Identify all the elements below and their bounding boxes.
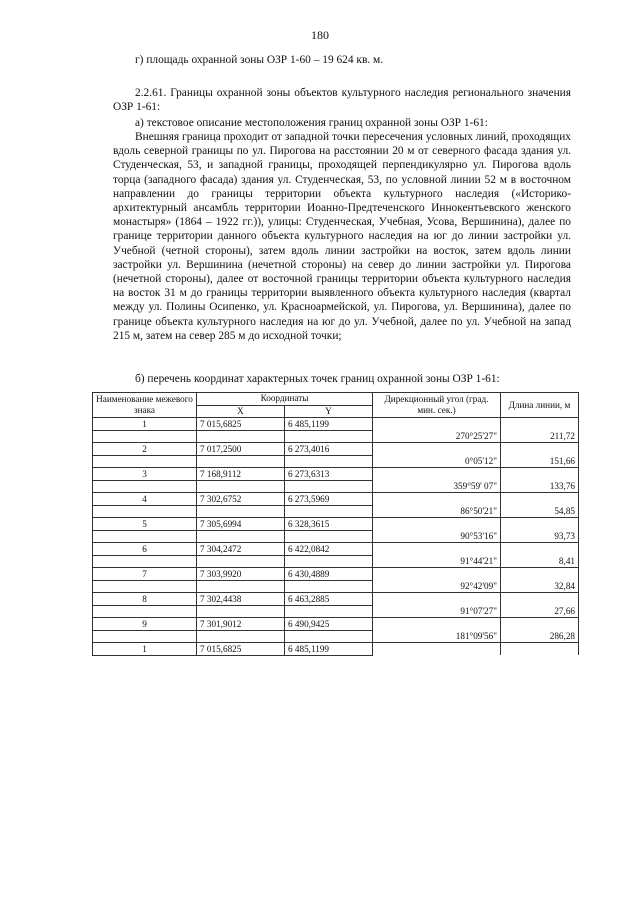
- page-number: 180: [311, 28, 329, 42]
- point-y: 6 463,2885: [285, 593, 373, 606]
- point-y: 6 490,9425: [285, 618, 373, 631]
- segment-angle: 270°25'27": [373, 430, 501, 443]
- subheading-b: б) перечень координат характерных точек границ охранной зоны ОЗР 1-61:: [135, 373, 500, 385]
- section-heading: 2.2.61. Границы охранной зоны объектов культурного наследия регионального значения ОЗР 1-61:: [113, 87, 571, 114]
- segment-angle: 91°44'21": [373, 555, 501, 568]
- table-row-segment: [93, 630, 579, 643]
- point-y: 6 273,6313: [285, 468, 373, 481]
- point-x: 7 304,2472: [197, 543, 285, 556]
- point-y: 6 273,4016: [285, 443, 373, 456]
- table-row-point: [93, 418, 579, 431]
- point-x: 7 302,6752: [197, 493, 285, 506]
- segment-length: 286,28: [501, 630, 579, 643]
- point-x: 7 015,6825: [197, 643, 285, 656]
- segment-angle: 181°09'56": [373, 630, 501, 643]
- point-name: 8: [93, 593, 197, 606]
- boundary-description: Внешняя граница проходит от западной точки пересечения условных линий, проходящих вдоль северной границы по ул. Пирогова на расстоянии 20 м от северного фасада здания ул. Студенческая, 53, и западной границы, проходящей перпендикулярно ул. Пирогова вдоль торца (западного фасада) здания ул. Студенческая, 53, по условной линии 52 м в восточном направлении до границы территории объекта культурного наследия («Историко-архитектурный ансамбль территории Иоанно-Предтеченского Иннокентьевского женского монастыря» (1864 – 1922 гг.)), улицы: Студенческая, Учебная, Усова, Вершинина), далее по границе территории данного объекта культурного наследия на юг до линии застройки ул. Учебной (четной стороны), затем вдоль линии застройки на восток, затем вдоль линии застройки ул. Вершинина (нечетной стороны) на север до линии застройки ул. Пирогова (нечетной стороны), далее от восточной границы территории объекта культурного наследия на восток 31 м до границы территории выявленного объекта культурного наследия (квартал между ул. Полины Осипенко, ул. Красноармейской, ул. Пирогова, ул. Вершинина), далее по границе объекта культурного наследия на юг до ул. Учебной, далее по ул. Учебной на запад 215 м, затем на север 285 м до исходной точки;: [113, 131, 571, 342]
- segment-length: 27,66: [501, 605, 579, 618]
- point-x: 7 305,6994: [197, 518, 285, 531]
- area-statement: г) площадь охранной зоны ОЗР 1-60 – 19 624 кв. м.: [135, 54, 384, 66]
- segment-angle: 359°59' 07": [373, 480, 501, 493]
- point-y: 6 422,0842: [285, 543, 373, 556]
- table-row-segment: [93, 480, 579, 493]
- table-row-point: [93, 468, 579, 481]
- segment-length: 133,76: [501, 480, 579, 493]
- point-name: 9: [93, 618, 197, 631]
- segment-length: 8,41: [501, 555, 579, 568]
- point-x: 7 017,2500: [197, 443, 285, 456]
- segment-length: 93,73: [501, 530, 579, 543]
- point-name: 1: [93, 643, 197, 656]
- point-y: 6 328,3615: [285, 518, 373, 531]
- segment-angle: 90°53'16": [373, 530, 501, 543]
- point-name: 2: [93, 443, 197, 456]
- header-name: Наименование межевого знака: [93, 393, 197, 418]
- table-row-point: [93, 568, 579, 581]
- table-header-row: [93, 393, 579, 406]
- point-name: 3: [93, 468, 197, 481]
- segment-length: 211,72: [501, 430, 579, 443]
- header-angle: Дирекционный угол (град. мин. сек.): [373, 393, 501, 418]
- header-length: Длина линии, м: [501, 393, 579, 418]
- table-row-point: [93, 618, 579, 631]
- header-coordinates: Координаты: [197, 393, 373, 406]
- table-row-segment: [93, 505, 579, 518]
- header-y: Y: [285, 405, 373, 418]
- table-row-segment: [93, 605, 579, 618]
- segment-length: 54,85: [501, 505, 579, 518]
- point-name: 6: [93, 543, 197, 556]
- segment-angle: 0°05'12": [373, 455, 501, 468]
- point-x: 7 015,6825: [197, 418, 285, 431]
- point-name: 1: [93, 418, 197, 431]
- segment-length: 151,66: [501, 455, 579, 468]
- point-y: 6 485,1199: [285, 643, 373, 656]
- table-row-segment: [93, 430, 579, 443]
- table-row-point: [93, 518, 579, 531]
- segment-angle: 91°07'27": [373, 605, 501, 618]
- point-x: 7 168,9112: [197, 468, 285, 481]
- header-x: X: [197, 405, 285, 418]
- coordinates-table: [92, 392, 579, 656]
- point-y: 6 430,4889: [285, 568, 373, 581]
- point-y: 6 273,5969: [285, 493, 373, 506]
- point-name: 7: [93, 568, 197, 581]
- point-x: 7 302,4438: [197, 593, 285, 606]
- table-row-point: [93, 443, 579, 456]
- point-x: 7 303,9920: [197, 568, 285, 581]
- table-row-segment: [93, 530, 579, 543]
- table-row-segment: [93, 580, 579, 593]
- table-row-point: [93, 493, 579, 506]
- segment-angle: 86°50'21": [373, 505, 501, 518]
- table-row-point: [93, 543, 579, 556]
- point-name: 4: [93, 493, 197, 506]
- point-y: 6 485,1199: [285, 418, 373, 431]
- point-x: 7 301,9012: [197, 618, 285, 631]
- table-row-segment: [93, 455, 579, 468]
- point-name: 5: [93, 518, 197, 531]
- segment-length: 32,84: [501, 580, 579, 593]
- segment-angle: 92°42'09": [373, 580, 501, 593]
- subheading-a: а) текстовое описание местоположения границ охранной зоны ОЗР 1-61:: [135, 117, 488, 129]
- table-row-segment: [93, 555, 579, 568]
- table-row-point: [93, 593, 579, 606]
- table-row-point: [93, 643, 579, 656]
